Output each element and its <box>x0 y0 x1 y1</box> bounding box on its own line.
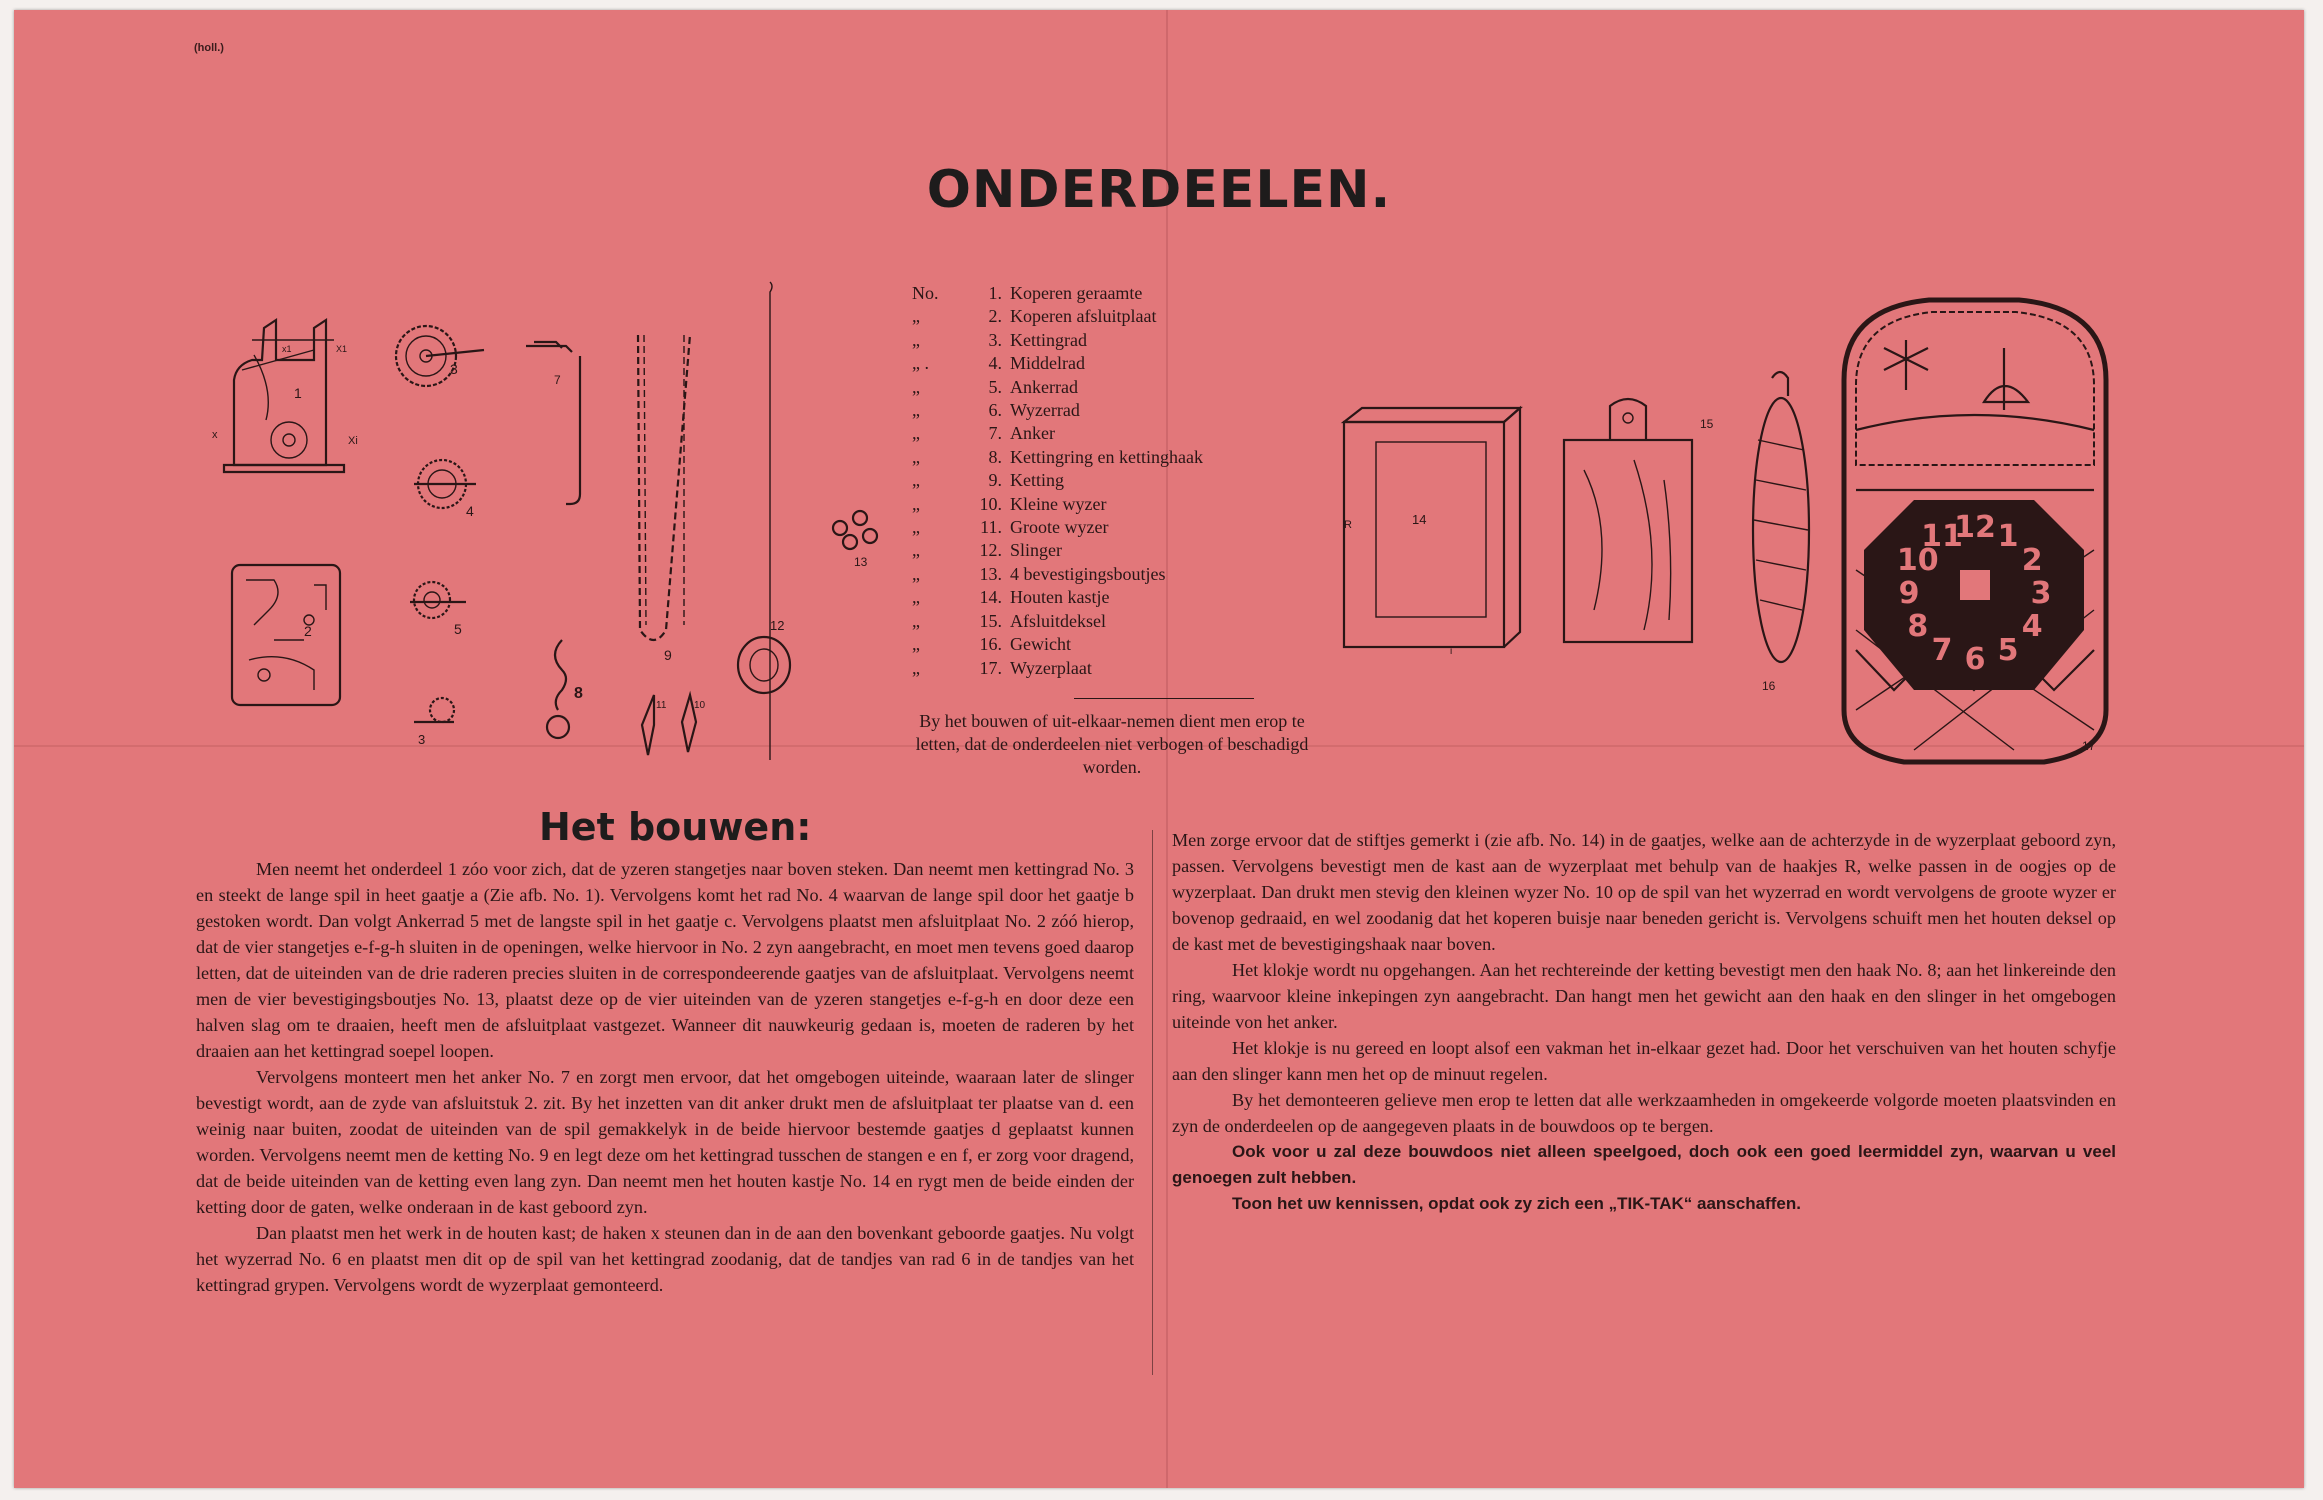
figure-pointerwheel-6 <box>414 698 454 747</box>
parts-list-item <box>912 329 1272 352</box>
part-num: 16. <box>979 634 1002 655</box>
part-name: Wyzerplaat <box>1010 657 1092 678</box>
part-prefix: „ <box>912 517 920 538</box>
instructions-left-column <box>196 856 1134 1298</box>
label-x: x <box>212 429 218 441</box>
language-tag: (holl.) <box>194 42 224 54</box>
part-prefix: No. <box>912 283 939 303</box>
label-10: 10 <box>694 700 706 711</box>
part-name: Ketting <box>1010 470 1064 491</box>
label-7: 7 <box>554 373 561 387</box>
dial-numeral: 4 <box>2021 609 2043 644</box>
label-9: 9 <box>664 647 672 663</box>
part-prefix: „ <box>912 446 920 467</box>
parts-list-item <box>912 422 1272 445</box>
part-num: 13. <box>979 563 1002 584</box>
parts-list-item <box>912 446 1272 469</box>
part-num: 14. <box>979 587 1002 608</box>
part-num: 5. <box>988 376 1002 397</box>
parts-list-item <box>912 282 1272 305</box>
dial-numeral: 1 <box>1997 518 2019 554</box>
instruction-paragraph: Toon het uw kennissen, opdat ook zy zich een „TIK-TAK“ aanschaffen. <box>1232 1194 1801 1213</box>
label-13: 13 <box>854 555 868 569</box>
label-3b: 3 <box>418 732 426 747</box>
parts-list-item <box>912 610 1272 633</box>
label-i: i <box>1450 646 1453 657</box>
parts-list-item <box>912 516 1272 539</box>
part-num: 2. <box>988 306 1002 327</box>
dial-numeral: 3 <box>2030 576 2052 611</box>
label-3: 3 <box>450 361 458 377</box>
part-num: 11. <box>980 517 1002 538</box>
figure-anchorwheel-5 <box>410 582 466 637</box>
parts-note-rule <box>1074 698 1254 699</box>
part-prefix: „ <box>912 423 920 444</box>
instruction-paragraph: By het demonteeren gelieve men erop te letten dat alle werkzaamheden in omgekeerde volgorde moeten plaatsvinden en zyn de onderdeelen op de aangegeven plaats in de bouwdoos op te bergen. <box>1172 1090 2116 1136</box>
part-name: Houten kastje <box>1010 587 1110 608</box>
part-name: Gewicht <box>1010 634 1071 655</box>
figure-chainwheel-3 <box>396 326 484 386</box>
label-8: 8 <box>574 685 583 702</box>
label-x1b: X1 <box>336 344 348 354</box>
parts-list-item <box>912 469 1272 492</box>
dial-numeral: 6 <box>1964 642 1986 677</box>
parts-list-item <box>912 586 1272 609</box>
figure-cover-15 <box>1564 399 1714 642</box>
parts-list-item <box>912 633 1272 656</box>
parts-list-item <box>912 352 1272 375</box>
label-4: 4 <box>466 503 474 519</box>
instruction-paragraph: Ook voor u zal deze bouwdoos niet alleen speelgoed, doch ook een goed leermiddel zyn, waarvan u veel genoegen zult hebben. <box>1172 1142 2116 1187</box>
part-num: 9. <box>988 470 1002 491</box>
part-name: 4 bevestigingsboutjes <box>1010 563 1166 584</box>
part-num: 17. <box>979 657 1002 678</box>
part-name: Afsluitdeksel <box>1010 610 1106 631</box>
instruction-sheet <box>14 10 2304 1488</box>
part-prefix: „ <box>912 470 920 491</box>
parts-list-item <box>912 376 1272 399</box>
label-xi: Xi <box>348 435 358 447</box>
instruction-paragraph: Het klokje is nu gereed en loopt alsof een vakman het in-elkaar gezet had. Door het verschuiven van het houten schyfje aan den slinger kann men het op de minuut regelen. <box>1172 1038 2116 1084</box>
figure-anchor-7 <box>526 342 580 504</box>
part-num: 1. <box>988 283 1002 303</box>
label-11: 11 <box>656 700 667 711</box>
figure-case-14 <box>1344 408 1520 657</box>
figure-plate-2 <box>232 565 340 705</box>
dial-numeral: 11 <box>1921 518 1963 554</box>
instruction-paragraph: Men zorge ervoor dat de stiftjes gemerkt i (zie afb. No. 14) in de gaatjes, welke aan de achterzyde in de wyzerplaat geboord zyn, passen. Vervolgens bevestigt men de kast aan de wyzerplaat met behulp van de haakjes R, welke passen in de oogjes op de wyzerplaat. Dan drukt men stevig den kleinen wyzer No. 10 op de spil van het wyzerrad en wordt vervolgens de groote wyzer er bovenop gedraaid, en wel zoodanig dat het koperen buisje naar beneden gericht is. Vervolgens schuift men het houten deksel op de kast met de bevestigingshaak naar boven. <box>1172 830 2116 954</box>
part-name: Wyzerrad <box>1010 400 1080 421</box>
figure-dialplate-17 <box>1844 300 2106 762</box>
figure-frame-1 <box>212 320 358 472</box>
parts-list-item <box>912 563 1272 586</box>
parts-list-item <box>912 539 1272 562</box>
part-name: Kleine wyzer <box>1010 493 1107 514</box>
parts-list-item <box>912 657 1272 680</box>
part-prefix: „ <box>912 587 920 608</box>
part-num: 15. <box>979 610 1002 631</box>
instruction-paragraph: Het klokje wordt nu opgehangen. Aan het rechtereinde der ketting bevestigt men den haak No. 8; aan het linkereinde den ring, waarvoor kleine inkepingen zyn aangebracht. Dan hangt men het gewicht aan den haak en den slinger in het omgebogen uiteinde von het anker. <box>1172 960 2116 1032</box>
dial-numeral: 9 <box>1898 576 1920 611</box>
part-prefix: „ <box>912 634 920 655</box>
part-name: Koperen afsluitplaat <box>1010 306 1157 327</box>
dial-numeral: 8 <box>1907 609 1929 644</box>
part-name: Kettingring en kettinghaak <box>1010 446 1203 467</box>
figure-pendulum-12 <box>738 282 790 760</box>
part-prefix: „ . <box>912 353 929 374</box>
part-prefix: „ <box>912 329 920 350</box>
figure-hook-8 <box>547 640 583 738</box>
parts-list <box>912 282 1272 680</box>
part-name: Groote wyzer <box>1010 517 1109 538</box>
part-num: 10. <box>979 493 1002 514</box>
label-17: 17 <box>2082 739 2096 753</box>
part-num: 3. <box>988 329 1002 350</box>
assembly-title: Het bouwen: <box>539 805 812 849</box>
part-num: 4. <box>988 353 1002 374</box>
figure-hands-10-11 <box>642 695 706 755</box>
figure-chain-9 <box>638 335 690 663</box>
part-num: 12. <box>979 540 1002 561</box>
instruction-paragraph: Dan plaatst men het werk in de houten kast; de haken x steunen dan in de aan den bovenkant geboorde gaatjes. Nu volgt het wyzerrad No. 6 en plaatst men dit op de spil van het kettingrad zoodanig, dat de tandjes van rad 6 in de tandjes van het kettingrad grypen. Vervolgens wordt de wyzerplaat gemonteerd. <box>196 1223 1134 1295</box>
part-name: Anker <box>1010 423 1055 444</box>
part-prefix: „ <box>912 657 920 678</box>
parts-list-item <box>912 493 1272 516</box>
label-14: 14 <box>1412 512 1427 527</box>
label-r: R <box>1344 519 1352 531</box>
part-prefix: „ <box>912 400 920 421</box>
figure-middlewheel-4 <box>414 460 476 519</box>
part-num: 6. <box>988 400 1002 421</box>
label-16: 16 <box>1762 679 1776 693</box>
part-num: 8. <box>988 446 1002 467</box>
part-prefix: „ <box>912 563 920 584</box>
instruction-paragraph: Vervolgens monteert men het anker No. 7 en zorgt men ervoor, dat het omgebogen uiteinde, waaraan later de slinger bevestigt wordt, aan de zyde van afsluitstuk 2. zit. By het inzetten van dit anker drukt men de afsluitplaat ter plaatse van d. een weinig naar buiten, zoodat de uiteinden van de spil gemakkelyk in de beide hiervoor bestemde gaatjes d geplaatst kunnen worden. Vervolgens neemt men de ketting No. 9 en legt deze om het kettingrad tusschen de stangen e en f, er zorg voor dragend, dat de beide uiteinden van de ketting even lang zyn. Dan neemt men het houten kastje No. 14 en rygt men de beide einden der ketting door de gaten, welke onderaan in de kast geboord zyn. <box>196 1067 1134 1217</box>
dial-numeral: 2 <box>2021 543 2043 578</box>
instruction-paragraph: Men neemt het onderdeel 1 zóo voor zich, dat de yzeren stangetjes naar boven steken. Dan neemt men kettingrad No. 3 en steekt de lange spil in heet gaatje a (Zie afb. No. 1). Vervolgens komt het rad No. 4 waarvan de lange spil door het gaatje b gestoken wordt. Dan volgt Ankerrad 5 met de langste spil in het gaatje c. Vervolgens plaatst men afsluitplaat No. 2 zóó hierop, dat de vier stangetjes e-f-g-h sluiten in de openingen, welke hiervoor in No. 2 zyn aangebracht, en moet men tevens goed daarop letten, dat de uiteinden van de drie raderen precies sluiten in de correspondeerende gaatjes van de afsluitplaat. Vervolgens neemt men de vier bevestigingsboutjes No. 13, plaatst deze op de vier uiteinden van de yzeren stangetjes e-f-g-h en door deze een halven slag om te draaien, heeft men de afsluitplaat vastgezet. Wanneer dit nauwkeurig gedaan is, moeten de raderen by het draaien aan het kettingrad soepel loopen. <box>196 859 1134 1061</box>
part-name: Ankerrad <box>1010 376 1078 397</box>
parts-list-item <box>912 305 1272 328</box>
part-name: Middelrad <box>1010 353 1085 374</box>
dial-numeral: 7 <box>1931 633 1953 669</box>
figure-weight-16 <box>1753 372 1809 693</box>
part-num: 7. <box>988 423 1002 444</box>
part-name: Slinger <box>1010 540 1062 561</box>
part-prefix: „ <box>912 376 920 397</box>
dial-numeral: 5 <box>1997 633 2019 669</box>
column-divider <box>1152 830 1153 1375</box>
part-prefix: „ <box>912 493 920 514</box>
part-name: Kettingrad <box>1010 329 1087 350</box>
parts-note: By het bouwen of uit-elkaar-nemen dient men erop te letten, dat de onderdeelen niet verbogen of beschadigd worden. <box>915 711 1309 777</box>
part-prefix: „ <box>912 610 920 631</box>
dial-numeral: 12 <box>1954 510 1996 545</box>
part-name: Koperen geraamte <box>1010 283 1143 303</box>
dial-numeral: 10 <box>1896 543 1939 578</box>
parts-list-item <box>912 399 1272 422</box>
label-2: 2 <box>304 623 312 639</box>
page-title: ONDERDEELEN. <box>926 160 1392 220</box>
label-12: 12 <box>770 618 785 633</box>
label-x1: x1 <box>282 344 292 354</box>
figure-bolts-13 <box>833 511 877 569</box>
instructions-right-column <box>1172 827 2116 1217</box>
label-5: 5 <box>454 621 462 637</box>
label-1: 1 <box>294 385 302 401</box>
part-prefix: „ <box>912 306 920 327</box>
label-15: 15 <box>1700 417 1714 431</box>
part-prefix: „ <box>912 540 920 561</box>
